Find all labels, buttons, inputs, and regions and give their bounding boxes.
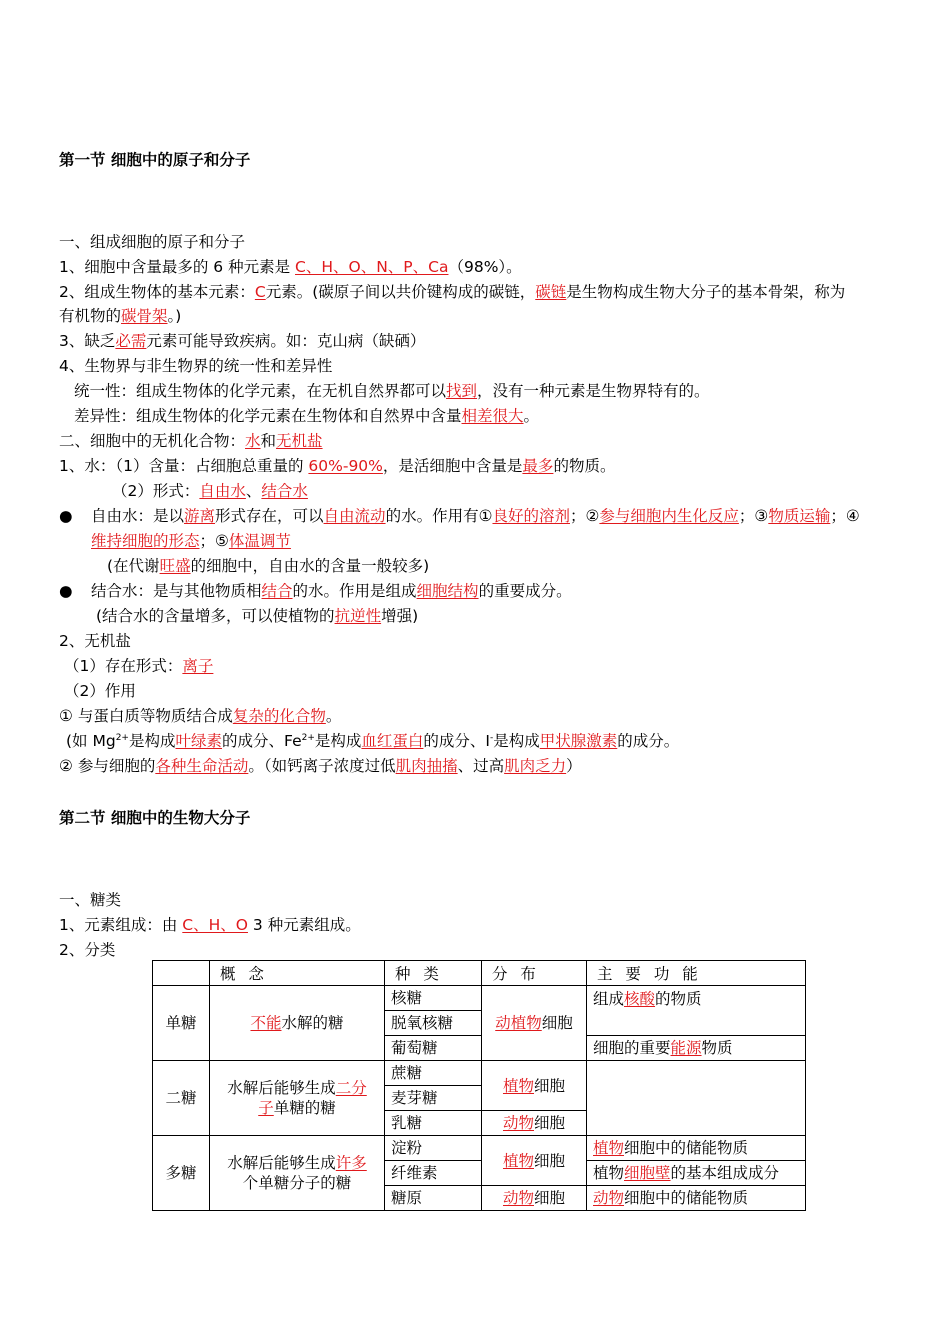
line-free-water-cont: 维持细胞的形态；⑤体温调节 — [91, 532, 291, 550]
section-2-title: 第二节 细胞中的生物大分子 — [59, 809, 251, 827]
line-salt-function: （2）作用 — [64, 682, 136, 700]
header-function: 主 要 功 能 — [587, 961, 806, 986]
line-classification: 2、分类 — [59, 941, 116, 959]
bullet-free-water: ● 自由水：是以游离形式存在，可以自由流动的水。作用有①良好的溶剂；②参与细胞内生化反应；③物质运输；④ — [59, 507, 860, 525]
line-free-water-note: (在代谢旺盛的细胞中，自由水的含量一般较多) — [107, 557, 430, 575]
line-unity: 统一性：组成生物体的化学元素，在无机自然界都可以找到，没有一种元素是生物界特有的。 — [74, 382, 710, 400]
row-label-poly: 多糖 — [153, 1136, 210, 1211]
line-salt-func-2: ② 参与细胞的各种生命活动。（如钙离子浓度过低肌肉抽搐、过高肌肉乏力） — [59, 757, 582, 775]
bullet-icon: ● — [59, 507, 73, 525]
line-water-content: 1、水：（1）含量：占细胞总重量的 60%-90%，是活细胞中含量是最多的物质。 — [59, 457, 616, 475]
table-row: 脱氧核糖 — [153, 1011, 806, 1036]
line-salt-func-1: ① 与蛋白质等物质结合成复杂的化合物。 — [59, 707, 342, 725]
line-salt-examples: (如 $Mg^{2+}$是构成叶绿素的成分、$Fe^{2+}$是构成血红蛋白的成分、I-是构成甲状腺激素的成分。 — [66, 732, 680, 750]
heading-inorganic: 二、细胞中的无机化合物：水和无机盐 — [59, 432, 323, 450]
table-row: 乳糖 动物细胞 — [153, 1111, 806, 1136]
table-row: 纤维素 植物细胞壁的基本组成成分 — [153, 1161, 806, 1186]
line-basic-element: 2、组成生物体的基本元素：C元素。(碳原子间以共价键构成的碳链，碳链是生物构成生物大分子的基本骨架，称为 — [59, 283, 846, 301]
table-row: 多糖 水解后能够生成许多 个单糖分子的糖 淀粉 植物细胞 植物细胞中的储能物质 — [153, 1136, 806, 1161]
header-distribution: 分 布 — [482, 961, 587, 986]
header-kind: 种 类 — [385, 961, 482, 986]
section-1-title: 第一节 细胞中的原子和分子 — [59, 151, 251, 169]
table-row: 单糖 不能水解的糖 核糖 动植物细胞 组成核酸的物质 — [153, 986, 806, 1011]
line-salt-form: （1）存在形式：离子 — [64, 657, 214, 675]
bullet-icon: ● — [59, 582, 73, 600]
table-row: 葡萄糖 细胞的重要能源物质 — [153, 1036, 806, 1061]
line-bound-water-note: (结合水的含量增多，可以使植物的抗逆性增强) — [96, 607, 419, 625]
heading-inorganic-salts: 2、无机盐 — [59, 632, 131, 650]
table-header — [153, 961, 806, 986]
sugar-table — [152, 960, 806, 1211]
table-row: 糖原 动物细胞 动物细胞中的储能物质 — [153, 1186, 806, 1211]
header-concept: 概 念 — [210, 961, 385, 986]
heading-atoms-molecules: 一、组成细胞的原子和分子 — [59, 233, 246, 251]
row-label-di: 二糖 — [153, 1061, 210, 1136]
line-water-forms: （2）形式：自由水、结合水 — [112, 482, 308, 500]
line-carbon-skeleton: 有机物的碳骨架。) — [59, 307, 182, 325]
line-unity-diversity: 4、生物界与非生物界的统一性和差异性 — [59, 357, 333, 375]
table-row: 麦芽糖 — [153, 1086, 806, 1111]
heading-sugars: 一、糖类 — [59, 891, 122, 909]
line-essential-elements: 3、缺乏必需元素可能导致疾病。如：克山病（缺硒） — [59, 332, 426, 350]
row-label-mono: 单糖 — [153, 986, 210, 1061]
bullet-bound-water: ● 结合水：是与其他物质相结合的水。作用是组成细胞结构的重要成分。 — [59, 582, 572, 600]
line-six-elements: 1、细胞中含量最多的 6 种元素是 C、H、O、N、P、Ca（98%）。 — [59, 258, 522, 276]
line-difference: 差异性：组成生物体的化学元素在生物体和自然界中含量相差很大。 — [74, 407, 540, 425]
line-sugar-elements: 1、元素组成：由 C、H、O 3 种元素组成。 — [59, 916, 361, 934]
table-row: 二糖 水解后能够生成二分 子单糖的糖 蔗糖 植物细胞 — [153, 1061, 806, 1086]
